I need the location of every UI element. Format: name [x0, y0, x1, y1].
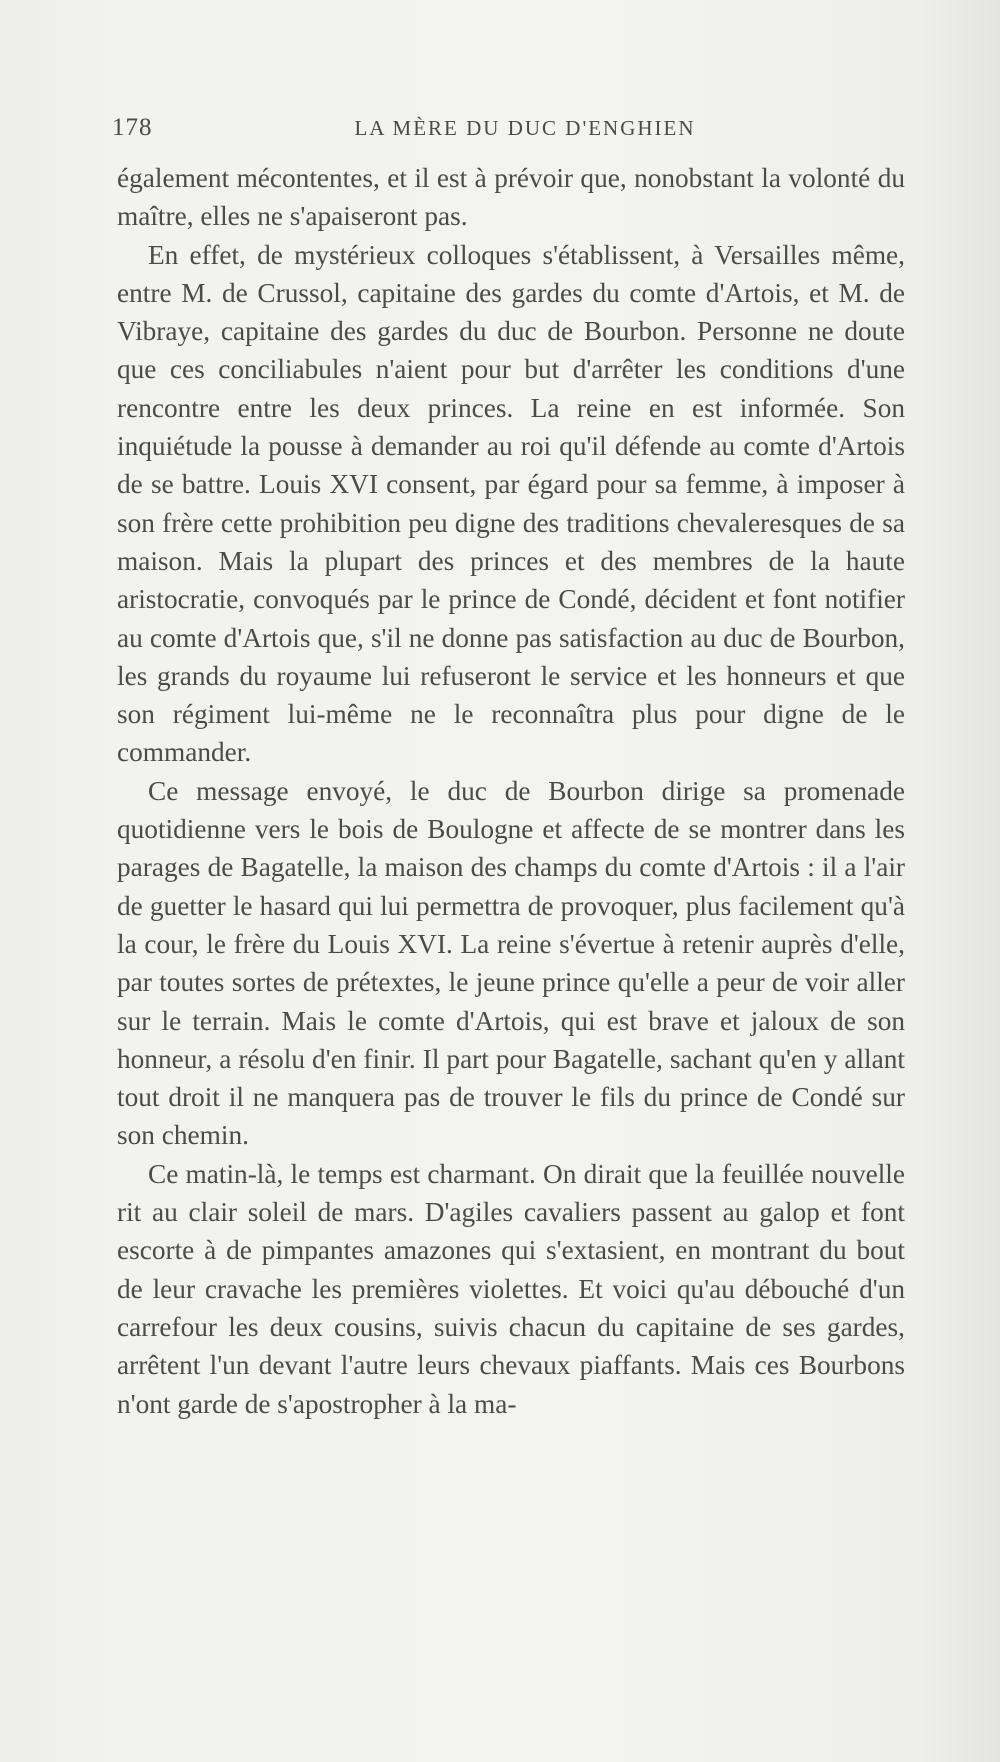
paragraph: Ce matin-là, le temps est charmant. On dirait que la feuillée nouvelle rit au clair soleil de mars. D'agiles cavaliers passent au galop et font escorte à de pimpantes amazones qui s'extasient, en montrant du bout de leur cravache les premières violettes. Et voici qu'au débouché d'un carrefour les deux cousins, suivis chacun du capitaine de ses gardes, arrêtent l'un devant l'autre leurs chevaux piaffants. Mais ces Bourbons n'ont garde de s'apostropher à la ma-: [117, 1158, 905, 1419]
paragraph: également mécontentes, et il est à prévoir que, nonobstant la volonté du maître, elles ne s'apaiseront pas.: [117, 163, 905, 232]
paragraph: En effet, de mystérieux colloques s'établissent, à Versailles même, entre M. de Crussol, capitaine des gardes du comte d'Artois, et M. de Vibraye, capitaine des gardes du duc de Bourbon. Personne ne doute que ces conciliabules n'aient pour but d'arrêter les conditions d'une rencontre entre les deux princes. La reine en est informée. Son inquiétude la pousse à demander au roi qu'il défende au comte d'Artois de se battre. Louis XVI consent, par égard pour sa femme, à imposer à son frère cette prohibition peu digne des traditions chevaleresques de sa maison. Mais la plupart des princes et des membres de la haute aristocratie, convoqués par le prince de Condé, décident et font notifier au comte d'Artois que, s'il ne donne pas satisfaction au duc de Bourbon, les grands du royaume lui refuseront le service et les honneurs et que son régiment lui-même ne le reconnaîtra plus pour digne de le commander.: [117, 239, 905, 768]
paragraph: Ce message envoyé, le duc de Bourbon dirige sa promenade quotidienne vers le bois de Boulogne et affecte de se montrer dans les parages de Bagatelle, la maison des champs du comte d'Artois : il a l'air de guetter le hasard qui lui permettra de provoquer, plus facilement qu'à la cour, le frère du Louis XVI. La reine s'évertue à retenir auprès d'elle, par toutes sortes de prétextes, le jeune prince qu'elle a peur de voir aller sur le terrain. Mais le comte d'Artois, qui est brave et jaloux de son honneur, a résolu d'en finir. Il part pour Bagatelle, sachant qu'en y allant tout droit il ne manquera pas de trouver le fils du prince de Condé sur son chemin.: [117, 775, 905, 1151]
page-header: [112, 108, 908, 148]
page-number: 178: [112, 114, 153, 141]
body-text: [117, 159, 905, 1423]
running-title: LA MÈRE DU DUC D'ENGHIEN: [354, 116, 696, 140]
